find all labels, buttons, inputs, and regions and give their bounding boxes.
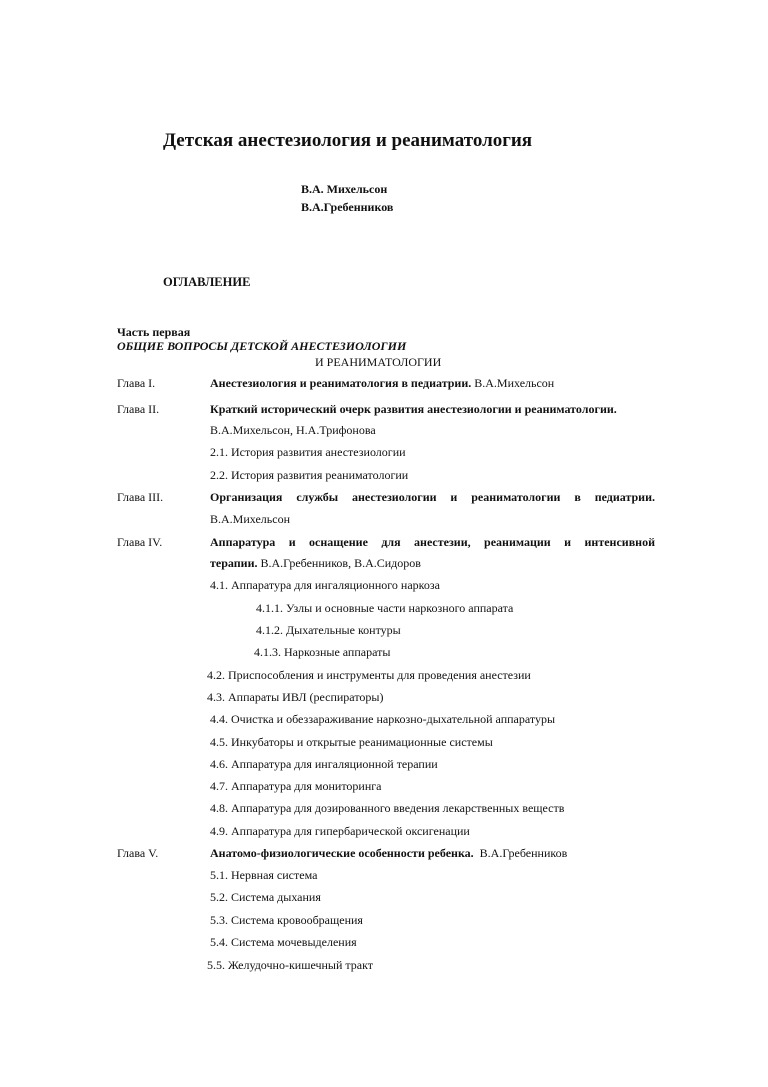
section-title: 4.2. Приспособления и инструменты для проведения анестезии: [207, 668, 531, 682]
section-title: 5.4. Система мочевыделения: [210, 935, 357, 949]
section-title: 4.8. Аппаратура для дозированного введения лекарственных веществ: [210, 801, 565, 815]
chapter-label: Глава V.: [117, 846, 159, 860]
section-title: 4.6. Аппаратура для ингаляционной терапии: [210, 757, 438, 771]
section-title: 5.3. Система кровообращения: [210, 913, 363, 927]
chapter-authors: В.А.Гребенников, В.А.Сидоров: [257, 556, 421, 570]
section-title: 4.9. Аппаратура для гипербарической оксигенации: [210, 824, 470, 838]
chapter-label: Глава IV.: [117, 535, 163, 549]
section-title: 4.3. Аппараты ИВЛ (респираторы): [207, 690, 384, 704]
chapter-title: Анестезиология и реаниматология в педиатрии.: [210, 376, 472, 390]
chapter-authors: В.А.Михельсон, Н.А.Трифонова: [210, 423, 376, 437]
chapter-authors: В.А.Гребенников: [473, 846, 568, 860]
section-title: 2.1. История развития анестезиологии: [210, 445, 406, 459]
chapter-title: Организация службы анестезиологии и реаниматологии в педиатрии.: [210, 490, 655, 504]
section-title: 2.2. История развития реаниматологии: [210, 468, 409, 482]
section-title: 5.5. Желудочно-кишечный тракт: [207, 958, 374, 972]
subsection-title: 4.1.1. Узлы и основные части наркозного аппарата: [256, 601, 514, 615]
part-title: ОБЩИЕ ВОПРОСЫ ДЕТСКОЙ АНЕСТЕЗИОЛОГИИ: [117, 339, 407, 353]
subsection-title: 4.1.2. Дыхательные контуры: [256, 623, 401, 637]
section-title: 4.4. Очистка и обеззараживание наркозно-дыхательной аппаратуры: [210, 712, 556, 726]
toc-heading: ОГЛАВЛЕНИЕ: [163, 275, 251, 289]
document-title: Детская анестезиология и реаниматология: [163, 130, 533, 151]
part-label: Часть первая: [117, 325, 191, 339]
part-title-continued: И РЕАНИМАТОЛОГИИ: [315, 355, 442, 369]
author-2: В.А.Гребенников: [301, 200, 394, 214]
chapter-authors: В.А.Михельсон: [210, 512, 290, 526]
chapter-title: Анатомо-физиологические особенности ребенка.: [210, 846, 474, 860]
chapter-title: Краткий исторический очерк развития анестезиологии и реаниматологии.: [210, 402, 617, 416]
author-1: В.А. Михельсон: [301, 182, 388, 196]
chapter-title-continued: терапии.: [210, 556, 258, 570]
chapter-label: Глава III.: [117, 490, 164, 504]
section-title: 4.7. Аппаратура для мониторинга: [210, 779, 382, 793]
chapter-title: Аппаратура и оснащение для анестезии, реанимации и интенсивной: [210, 535, 655, 549]
chapter-label: Глава I.: [117, 376, 156, 390]
section-title: 5.2. Система дыхания: [210, 890, 321, 904]
subsection-title: 4.1.3. Наркозные аппараты: [254, 645, 391, 659]
section-title: 4.1. Аппаратура для ингаляционного наркоза: [210, 578, 440, 592]
section-title: 4.5. Инкубаторы и открытые реанимационные системы: [210, 735, 493, 749]
section-title: 5.1. Нервная система: [210, 868, 318, 882]
chapter-label: Глава II.: [117, 402, 160, 416]
chapter-authors: В.А.Михельсон: [471, 376, 555, 390]
